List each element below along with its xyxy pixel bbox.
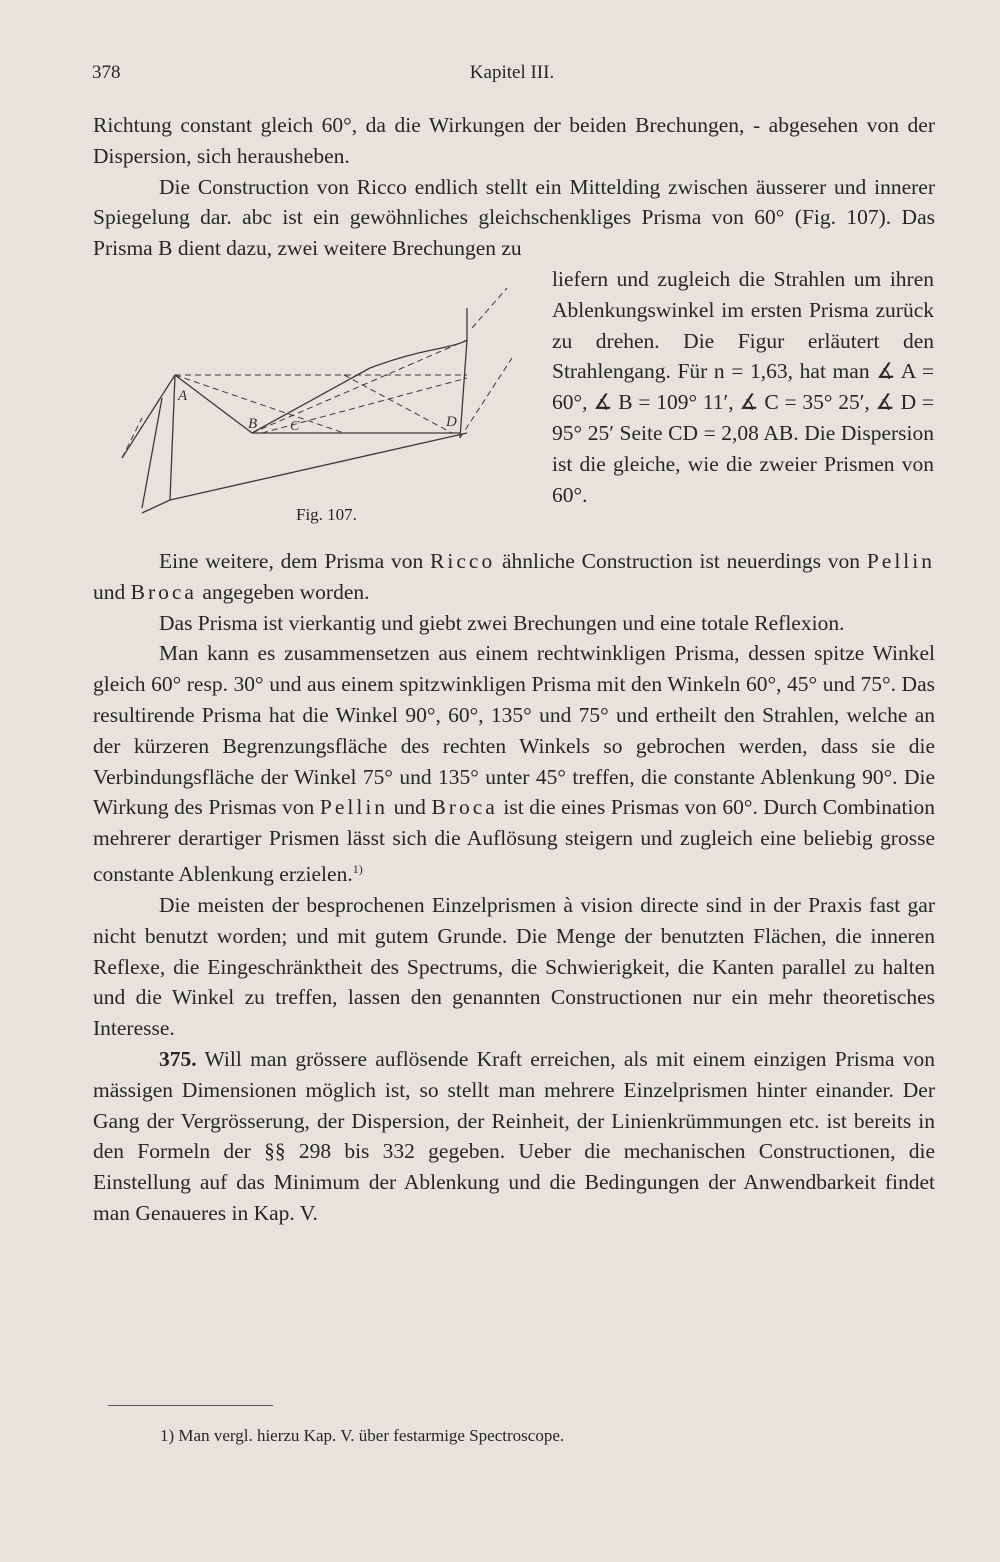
name-broca: Broca — [130, 579, 197, 604]
name-broca-2: Broca — [431, 795, 498, 820]
page-header — [92, 62, 932, 92]
paragraph-vierkantig: Das Prisma ist vierkantig und giebt zwei Brechungen und eine totale Reflexion. — [159, 610, 845, 635]
footnote-mark: 1) — [160, 1426, 175, 1445]
figure-caption: Fig. 107. — [296, 505, 357, 524]
paragraph-continued: Richtung constant gleich 60°, da die Wirkungen der beiden Brechungen, - abgesehen von der Dispersion, sich herausheben. — [93, 113, 935, 168]
label-c: C — [290, 419, 300, 434]
footnote — [160, 1426, 564, 1446]
paragraph-pellin-broca: Eine weitere, dem Prisma von Ricco ähnliche Construction ist neuerdings von Pellin und Broca angegeben worden. — [93, 549, 935, 604]
footnote-text: Man vergl. hierzu Kap. V. über festarmige Spectroscope. — [178, 1426, 565, 1445]
section-number: 375. — [159, 1046, 197, 1071]
label-d: D — [446, 414, 457, 430]
paragraph-375: 375. Will man grössere auflösende Kraft erreichen, als mit einem einzigen Prisma von mässigen Dimensionen möglich ist, so stellt man mehrere Einzelprismen hinter einander. Der Gang der Vergrösserung, der Dispersion, der Reinheit, der Linienkrümmungen etc. ist bereits in den Formeln der §§ 298 bis 332 gegeben. Ueber die mechanischen Constructionen, die Einstellung auf das Minimum der Ablenkung und die Bedingungen der Anwendbarkeit findet man Genaueres in Kap. V. — [93, 1046, 935, 1225]
name-ricco: Ricco — [430, 549, 496, 573]
label-b: B — [248, 416, 258, 432]
running-title: Kapitel III. — [469, 62, 555, 83]
paragraph-ricco: Die Construction von Ricco endlich stellt ein Mittelding zwischen äusserer und innerer Spiegelung dar. abc ist ein gewöhnliches gleichschenkliges Prisma von 60° (Fig. 107). Das Prisma B dient dazu, zwei weitere Brechungen zu — [93, 174, 935, 261]
text-block-top — [93, 110, 935, 264]
label-a: A — [178, 388, 188, 404]
page-number: 378 — [92, 62, 121, 83]
side-text: liefern und zugleich die Strahlen um ihren Ablenkungswinkel im ersten Prisma zurück zu drehen. Die Figur erläutert den Strahlengang. Für n = 1,63, hat man ∡ A = 60°, ∡ B = 109° 11′, ∡ C = 35° 25′, ∡ D = 95° 25′ Seite CD = 2,08 AB. Die Dispersion ist die gleiche, wie die zweier Prismen von 60°. — [552, 267, 934, 507]
text-block-main — [93, 546, 935, 1229]
paragraph-zusammensetzen: Man kann es zusammensetzen aus einem rechtwinkligen Prisma, dessen spitze Winkel gleich 60° resp. 30° und aus einem spitzwinkligen Prisma mit den Winkeln 60°, 45° und 75°. Das resultirende Prisma hat die Winkel 90°, 60°, 135° und 75° und ertheilt den Strahlen, welche an der kürzeren Begrenzungsfläche des rechten Winkels so gebrochen werden, dass sie die Verbindungsfläche der Winkel 75° und 135° unter 45° treffen, die constante Ablenkung 90°. Die Wirkung des Prismas von Pellin und Broca ist die eines Prismas von 60°. Durch Combination mehrerer derartiger Prismen lässt sich die Auflösung steigern und zugleich eine beliebig grosse constante Ablenkung erzielen.$^{1)}$ — [93, 641, 935, 887]
footnote-divider — [108, 1405, 273, 1406]
paragraph-einzelprismen: Die meisten der besprochenen Einzelprismen à vision directe sind in der Praxis fast gar nicht benutzt worden; und mit gutem Grunde. Die Menge der benutzten Flächen, die inneren Reflexe, die Eingeschränktheit des Spectrums, die Schwierigkeit, die Kanten parallel zu halten und die Winkel zu treffen, lassen den genannten Constructionen nur ein mehr theoretisches Interesse. — [93, 892, 935, 1041]
name-pellin: Pellin — [866, 549, 935, 573]
name-pellin-2: Pellin — [319, 795, 389, 820]
footnote-ref: 1) — [352, 861, 363, 876]
